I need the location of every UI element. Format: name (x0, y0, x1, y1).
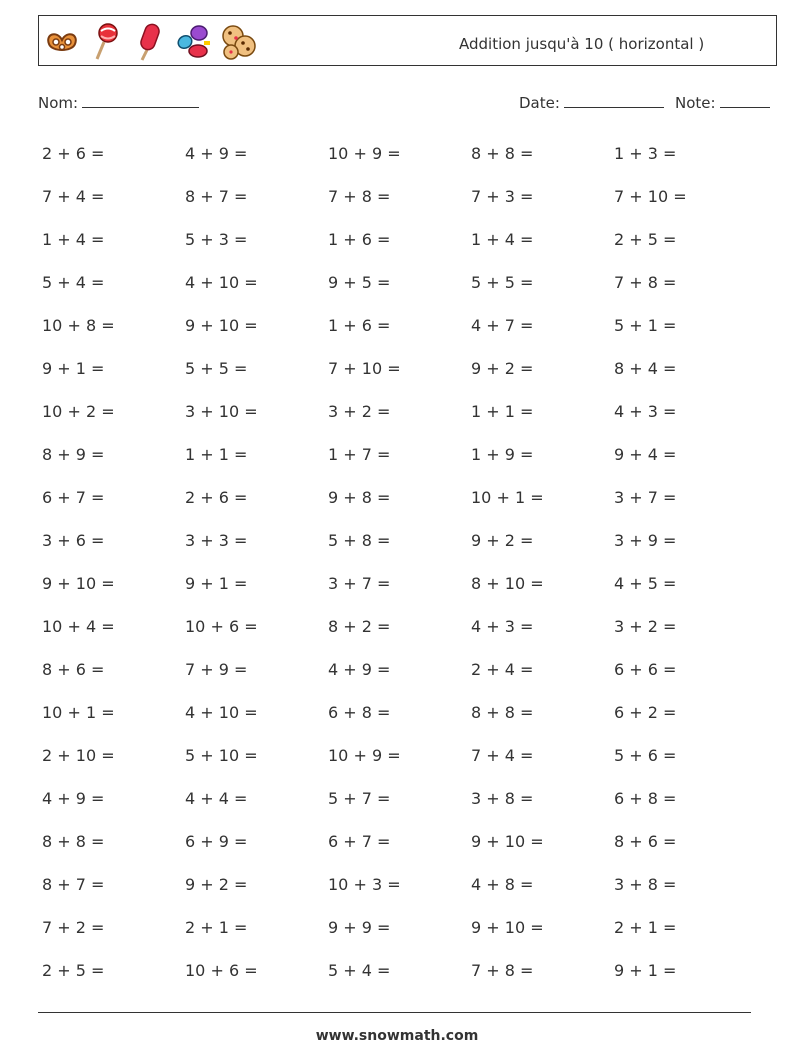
note-blank[interactable] (720, 93, 770, 108)
problem-item: 7 + 4 = (42, 187, 105, 206)
problem-item: 4 + 9 = (328, 660, 391, 679)
problem-item: 6 + 8 = (328, 703, 391, 722)
problem-item: 7 + 4 = (471, 746, 534, 765)
problem-item: 7 + 2 = (42, 918, 105, 937)
candies-icon (175, 22, 213, 62)
problem-item: 2 + 4 = (471, 660, 534, 679)
problem-item: 9 + 4 = (614, 445, 677, 464)
problem-item: 1 + 6 = (328, 316, 391, 335)
ice-pop-icon (131, 22, 169, 62)
problem-item: 4 + 9 = (185, 144, 248, 163)
problem-item: 4 + 7 = (471, 316, 534, 335)
problem-item: 1 + 1 = (185, 445, 248, 464)
problem-item: 3 + 6 = (42, 531, 105, 550)
problem-item: 9 + 1 = (614, 961, 677, 980)
problem-item: 8 + 10 = (471, 574, 544, 593)
problem-item: 9 + 8 = (328, 488, 391, 507)
problem-item: 6 + 6 = (614, 660, 677, 679)
problem-item: 2 + 1 = (185, 918, 248, 937)
problem-item: 3 + 2 = (614, 617, 677, 636)
problem-item: 5 + 7 = (328, 789, 391, 808)
problem-item: 6 + 2 = (614, 703, 677, 722)
problem-item: 8 + 2 = (328, 617, 391, 636)
problem-item: 10 + 4 = (42, 617, 115, 636)
problem-item: 9 + 10 = (471, 832, 544, 851)
problem-item: 4 + 3 = (614, 402, 677, 421)
problem-item: 10 + 6 = (185, 617, 258, 636)
problem-item: 7 + 9 = (185, 660, 248, 679)
problem-item: 2 + 5 = (42, 961, 105, 980)
footer-url: www.snowmath.com (315, 1028, 479, 1044)
problem-item: 5 + 4 = (328, 961, 391, 980)
problem-item: 1 + 9 = (471, 445, 534, 464)
problem-item: 10 + 6 = (185, 961, 258, 980)
problem-item: 3 + 8 = (471, 789, 534, 808)
problem-item: 7 + 3 = (471, 187, 534, 206)
problem-item: 4 + 5 = (614, 574, 677, 593)
problem-item: 1 + 3 = (614, 144, 677, 163)
date-field[interactable] (519, 93, 664, 112)
problem-item: 8 + 8 = (471, 144, 534, 163)
problem-item: 7 + 10 = (614, 187, 687, 206)
problem-item: 1 + 1 = (471, 402, 534, 421)
problem-item: 10 + 1 = (42, 703, 115, 722)
note-label: Note: (675, 94, 716, 112)
problem-item: 8 + 8 = (471, 703, 534, 722)
problem-item: 6 + 7 = (328, 832, 391, 851)
problem-item: 5 + 1 = (614, 316, 677, 335)
footer-divider (38, 1012, 751, 1013)
worksheet-title: Addition jusqu'à 10 ( horizontal ) (459, 35, 705, 53)
problem-item: 4 + 4 = (185, 789, 248, 808)
problem-item: 8 + 6 = (614, 832, 677, 851)
problem-item: 10 + 9 = (328, 746, 401, 765)
problem-item: 5 + 3 = (185, 230, 248, 249)
problem-item: 9 + 5 = (328, 273, 391, 292)
problem-item: 3 + 7 = (614, 488, 677, 507)
problem-item: 2 + 6 = (42, 144, 105, 163)
problem-item: 1 + 4 = (471, 230, 534, 249)
problem-item: 3 + 8 = (614, 875, 677, 894)
problem-item: 8 + 9 = (42, 445, 105, 464)
problem-item: 5 + 4 = (42, 273, 105, 292)
problem-item: 5 + 10 = (185, 746, 258, 765)
header-box (38, 15, 777, 66)
problem-item: 10 + 2 = (42, 402, 115, 421)
problem-item: 4 + 10 = (185, 703, 258, 722)
problem-item: 9 + 10 = (185, 316, 258, 335)
problem-item: 9 + 2 = (471, 531, 534, 550)
problem-item: 9 + 2 = (471, 359, 534, 378)
problem-item: 9 + 2 = (185, 875, 248, 894)
problem-item: 5 + 5 = (471, 273, 534, 292)
problem-item: 9 + 10 = (471, 918, 544, 937)
problem-item: 8 + 7 = (42, 875, 105, 894)
problem-item: 6 + 8 = (614, 789, 677, 808)
problem-item: 8 + 8 = (42, 832, 105, 851)
problem-item: 3 + 3 = (185, 531, 248, 550)
problem-item: 2 + 1 = (614, 918, 677, 937)
problem-item: 10 + 1 = (471, 488, 544, 507)
name-blank[interactable] (82, 93, 199, 108)
problem-item: 8 + 6 = (42, 660, 105, 679)
problem-item: 2 + 6 = (185, 488, 248, 507)
problem-item: 4 + 8 = (471, 875, 534, 894)
problem-item: 4 + 9 = (42, 789, 105, 808)
problem-item: 9 + 9 = (328, 918, 391, 937)
problem-item: 10 + 8 = (42, 316, 115, 335)
problem-item: 5 + 6 = (614, 746, 677, 765)
problem-item: 4 + 10 = (185, 273, 258, 292)
problem-item: 4 + 3 = (471, 617, 534, 636)
note-field[interactable] (675, 93, 770, 112)
problem-grid (42, 143, 762, 1003)
problem-item: 2 + 10 = (42, 746, 115, 765)
problem-item: 8 + 7 = (185, 187, 248, 206)
problem-item: 3 + 10 = (185, 402, 258, 421)
date-label: Date: (519, 94, 560, 112)
pretzel-icon (43, 22, 81, 62)
problem-item: 10 + 3 = (328, 875, 401, 894)
problem-item: 1 + 6 = (328, 230, 391, 249)
problem-item: 7 + 8 = (471, 961, 534, 980)
problem-item: 3 + 2 = (328, 402, 391, 421)
problem-item: 5 + 5 = (185, 359, 248, 378)
problem-item: 7 + 8 = (614, 273, 677, 292)
problem-item: 7 + 8 = (328, 187, 391, 206)
problem-item: 1 + 7 = (328, 445, 391, 464)
problem-item: 10 + 9 = (328, 144, 401, 163)
cookies-icon (219, 22, 257, 62)
problem-item: 1 + 4 = (42, 230, 105, 249)
header-icons (43, 22, 263, 62)
lollipop-icon (87, 22, 125, 62)
name-field[interactable] (38, 93, 199, 112)
problem-item: 8 + 4 = (614, 359, 677, 378)
problem-item: 6 + 7 = (42, 488, 105, 507)
problem-item: 7 + 10 = (328, 359, 401, 378)
problem-item: 9 + 1 = (42, 359, 105, 378)
problem-item: 6 + 9 = (185, 832, 248, 851)
problem-item: 9 + 10 = (42, 574, 115, 593)
problem-item: 9 + 1 = (185, 574, 248, 593)
name-label: Nom: (38, 94, 79, 112)
problem-item: 3 + 9 = (614, 531, 677, 550)
problem-item: 2 + 5 = (614, 230, 677, 249)
problem-item: 5 + 8 = (328, 531, 391, 550)
date-blank[interactable] (564, 93, 664, 108)
problem-item: 3 + 7 = (328, 574, 391, 593)
